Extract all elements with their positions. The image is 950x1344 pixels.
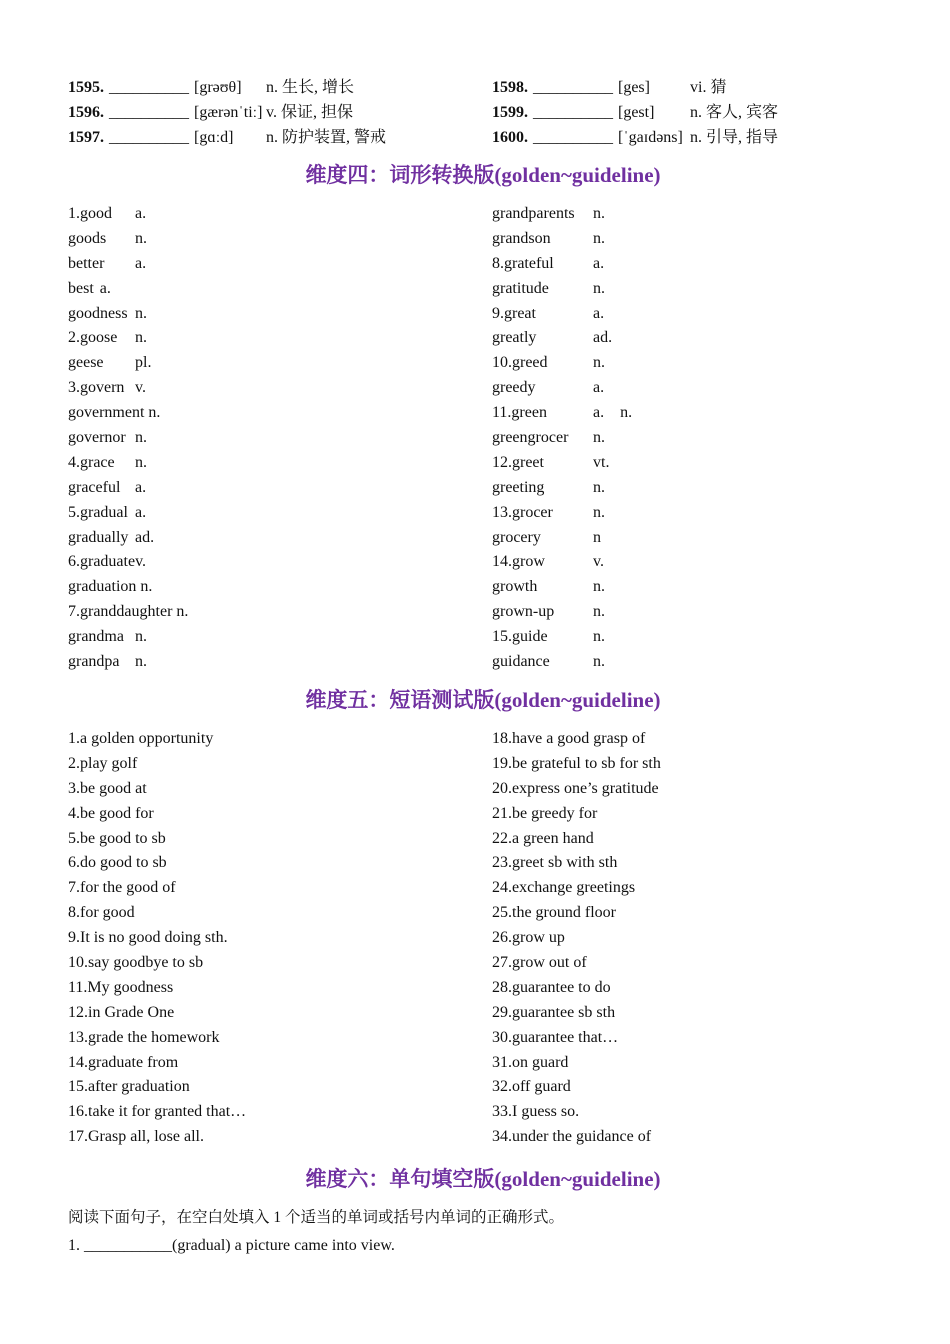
phonetic-transcription: [grəʊθ] (194, 79, 242, 96)
part-of-speech: n. (593, 429, 605, 447)
definition: vi. 猜 (690, 79, 727, 96)
part-of-speech: vt. (593, 453, 610, 471)
phrase-item: 34.under the guidance of (492, 1128, 652, 1146)
vocab-item (492, 100, 778, 125)
word: greengrocer (492, 429, 569, 447)
part-of-speech: v. (135, 553, 147, 571)
part-of-speech: n. (593, 628, 605, 646)
section4-title: 维度四：词形转换版(golden~guideline) (305, 163, 661, 187)
part-of-speech: n. (135, 628, 147, 646)
part-of-speech: n. (135, 304, 147, 322)
phrase-item: 23.greet sb with sth (492, 854, 618, 872)
fill-blank-sentence[interactable]: 1. ___________(gradual) a picture came into view. (68, 1237, 395, 1254)
word: 8.grateful (492, 254, 554, 272)
phrase-item: 30.guarantee that… (492, 1028, 619, 1046)
phrase-item: 17.Grasp all, lose all. (68, 1128, 204, 1146)
part-of-speech: a. (593, 379, 605, 397)
word-form-row (492, 227, 632, 252)
phrase-item: 10.say goodbye to sb (68, 954, 204, 972)
word: grandpa (68, 653, 120, 671)
section5-title: 维度五：短语测试版(golden~guideline) (305, 688, 661, 712)
part-of-speech: n. (593, 578, 605, 596)
phrase-item: 11.My goodness (68, 978, 174, 996)
answer-blank[interactable]: __________ (109, 104, 189, 121)
word: 4.grace (68, 453, 115, 471)
vocab-item (68, 75, 354, 100)
vocab-item (492, 75, 726, 100)
word: 13.grocer (492, 503, 553, 521)
part-of-speech: v. (593, 553, 604, 571)
word-forms-left-column (68, 202, 188, 675)
part-of-speech: n. (593, 503, 605, 521)
word: 12.greet (492, 453, 544, 471)
phrase-item: 19.be grateful to sb for sth (492, 754, 661, 772)
section6-title: 维度六：单句填空版(golden~guideline) (305, 1167, 661, 1191)
word-form-row (68, 575, 188, 600)
part-of-speech: n (593, 528, 601, 546)
word: graceful (68, 478, 121, 496)
answer-blank[interactable]: __________ (533, 129, 613, 146)
word-form-row (492, 302, 632, 327)
word-form-row (68, 451, 188, 476)
part-of-speech: n. (140, 578, 153, 596)
word-form-row (492, 401, 632, 426)
fill-blank-sentences (68, 1232, 898, 1260)
definition: v. 保证, 担保 (266, 104, 353, 121)
part-of-speech: n. (135, 429, 147, 447)
word-form-row (68, 526, 188, 551)
phrase-item: 22.a green hand (492, 829, 594, 847)
word: 5.gradual (68, 503, 128, 521)
part-of-speech: a. (593, 304, 605, 322)
part-of-speech: n. (135, 329, 147, 347)
part-of-speech: a. (99, 279, 111, 297)
word: guidance (492, 653, 550, 671)
part-of-speech: n. (148, 404, 161, 422)
vocab-row (68, 125, 898, 150)
part-of-speech: n. (593, 354, 605, 372)
word: government (68, 404, 145, 422)
word-form-row (68, 600, 188, 625)
word: goodness (68, 304, 128, 322)
word-form-row (492, 575, 632, 600)
phrase-item: 13.grade the homework (68, 1028, 220, 1046)
phrase-item: 15.after graduation (68, 1078, 190, 1096)
word-form-row (492, 650, 632, 675)
part-of-speech: a. (593, 254, 605, 272)
vocab-list (68, 75, 898, 150)
word: 15.guide (492, 628, 548, 646)
word: graduation (68, 578, 137, 596)
vocab-number: 1599. (492, 104, 528, 121)
word: geese (68, 354, 104, 372)
phrase-item: 33.I guess so. (492, 1103, 580, 1121)
word: gradually (68, 528, 129, 546)
vocab-number: 1596. (68, 104, 104, 121)
phrase-item: 20.express one’s gratitude (492, 779, 659, 797)
phrase-item: 21.be greedy for (492, 804, 598, 822)
word-form-row (492, 501, 632, 526)
phrase-item: 2.play golf (68, 754, 138, 772)
word-form-row (492, 376, 632, 401)
phrases-list (68, 727, 898, 1151)
part-of-speech: n. (176, 603, 189, 621)
answer-blank[interactable]: __________ (109, 129, 189, 146)
part-of-speech: n. (135, 453, 147, 471)
word-form-row (68, 376, 188, 401)
word: 1.good (68, 205, 112, 222)
word: 9.great (492, 304, 536, 322)
phrase-item: 7.for the good of (68, 879, 176, 897)
word-form-row (492, 326, 632, 351)
part-of-speech: n. (593, 229, 605, 247)
word-form-row (68, 351, 188, 376)
word: grandparents (492, 205, 575, 222)
phrase-item: 9.It is no good doing sth. (68, 929, 228, 947)
word: grocery (492, 528, 541, 546)
word-form-row (492, 476, 632, 501)
phrase-item: 8.for good (68, 904, 135, 922)
word: greedy (492, 379, 536, 397)
word: 7.granddaughter (68, 603, 173, 621)
phrase-item: 3.be good at (68, 779, 147, 797)
part-of-speech: n. (593, 205, 605, 222)
phrase-item: 4.be good for (68, 804, 154, 822)
word-form-row (492, 202, 632, 227)
phrase-item: 32.off guard (492, 1078, 571, 1096)
definition: n. 引导, 指导 (690, 129, 779, 146)
word-form-row (68, 550, 188, 575)
phrase-item: 26.grow up (492, 929, 565, 947)
vocab-item (68, 125, 386, 150)
vocab-number: 1598. (492, 79, 528, 96)
phrase-item: 16.take it for granted that… (68, 1103, 247, 1121)
word-forms-list (68, 202, 898, 675)
word-form-row (492, 252, 632, 277)
phrases-right-column (492, 727, 661, 1150)
part-of-speech: a. (135, 478, 147, 496)
word: grandson (492, 229, 551, 247)
definition: n. 客人, 宾客 (690, 104, 779, 121)
word-form-row (492, 277, 632, 302)
phrase-item: 25.the ground floor (492, 904, 616, 922)
phrase-item: 18.have a good grasp of (492, 730, 646, 747)
word-form-row (492, 451, 632, 476)
phonetic-transcription: [ˈgaɪdəns] (618, 129, 683, 146)
word-form-row (68, 326, 188, 351)
word: 11.green (492, 404, 547, 422)
vocab-number: 1597. (68, 129, 104, 146)
part-of-speech: v. (135, 379, 146, 397)
word-forms-right-column (492, 202, 632, 675)
phrase-item: 14.graduate from (68, 1053, 179, 1071)
word: greatly (492, 329, 537, 347)
word-form-row (492, 351, 632, 376)
word: best (68, 279, 94, 297)
phrase-item: 12.in Grade One (68, 1003, 175, 1021)
phonetic-transcription: [ges] (618, 79, 650, 96)
vocab-number: 1600. (492, 129, 528, 146)
word-form-row (68, 476, 188, 501)
word: governor (68, 429, 126, 447)
word: grown-up (492, 603, 555, 621)
word: grandma (68, 628, 124, 646)
phonetic-transcription: [gest] (618, 104, 655, 121)
word: 6.graduate (68, 553, 136, 571)
word: 2.goose (68, 329, 118, 347)
phrase-item: 28.guarantee to do (492, 978, 611, 996)
answer-blank[interactable]: __________ (109, 79, 189, 96)
word-form-row (492, 426, 632, 451)
word: 14.grow (492, 553, 545, 571)
phrase-item: 1.a golden opportunity (68, 730, 214, 747)
part-of-speech: ad. (135, 528, 155, 546)
phrase-item: 27.grow out of (492, 954, 587, 972)
part-of-speech: a. n. (593, 404, 633, 422)
answer-blank[interactable]: __________ (533, 79, 613, 96)
word: 3.govern (68, 379, 125, 397)
definition: n. 生长, 增长 (266, 79, 355, 96)
part-of-speech: a. (135, 205, 147, 222)
word-form-row (68, 426, 188, 451)
fill-blank-instruction: 阅读下面句子，在空白处填入 1 个适当的单词或括号内单词的正确形式。 (68, 1209, 565, 1226)
vocab-row (68, 75, 898, 100)
word-form-row (68, 252, 188, 277)
part-of-speech: n. (593, 279, 605, 297)
word-form-row (492, 526, 632, 551)
part-of-speech: n. (593, 653, 605, 671)
word-form-row (68, 625, 188, 650)
part-of-speech: ad. (593, 329, 613, 347)
phonetic-transcription: [gærənˈtiː] (194, 104, 263, 121)
phrase-item: 6.do good to sb (68, 854, 167, 872)
word: growth (492, 578, 538, 596)
word-form-row (68, 401, 188, 426)
part-of-speech: pl. (135, 354, 152, 372)
word-form-row (68, 501, 188, 526)
vocab-item (68, 100, 353, 125)
word-form-row (68, 302, 188, 327)
part-of-speech: n. (593, 603, 605, 621)
phrase-item: 5.be good to sb (68, 829, 166, 847)
worksheet-page (68, 75, 898, 1260)
word: greeting (492, 478, 545, 496)
answer-blank[interactable]: __________ (533, 104, 613, 121)
word-form-row (68, 202, 188, 227)
phrases-left-column (68, 727, 246, 1150)
word-form-row (492, 625, 632, 650)
word: gratitude (492, 279, 549, 297)
part-of-speech: n. (135, 229, 147, 247)
vocab-number: 1595. (68, 79, 104, 96)
word-form-row (492, 550, 632, 575)
vocab-item (492, 125, 778, 150)
phonetic-transcription: [gɑːd] (194, 129, 234, 146)
part-of-speech: a. (135, 503, 147, 521)
definition: n. 防护装置, 警戒 (266, 129, 387, 146)
phrase-item: 24.exchange greetings (492, 879, 636, 897)
word-form-row (492, 600, 632, 625)
phrase-item: 31.on guard (492, 1053, 569, 1071)
part-of-speech: n. (135, 653, 147, 671)
word: 10.greed (492, 354, 548, 372)
word-form-row (68, 277, 188, 302)
word-form-row (68, 227, 188, 252)
vocab-row (68, 100, 898, 125)
part-of-speech: n. (593, 478, 605, 496)
word: better (68, 254, 105, 272)
word-form-row (68, 650, 188, 675)
phrase-item: 29.guarantee sb sth (492, 1003, 616, 1021)
word: goods (68, 229, 107, 247)
part-of-speech: a. (135, 254, 147, 272)
